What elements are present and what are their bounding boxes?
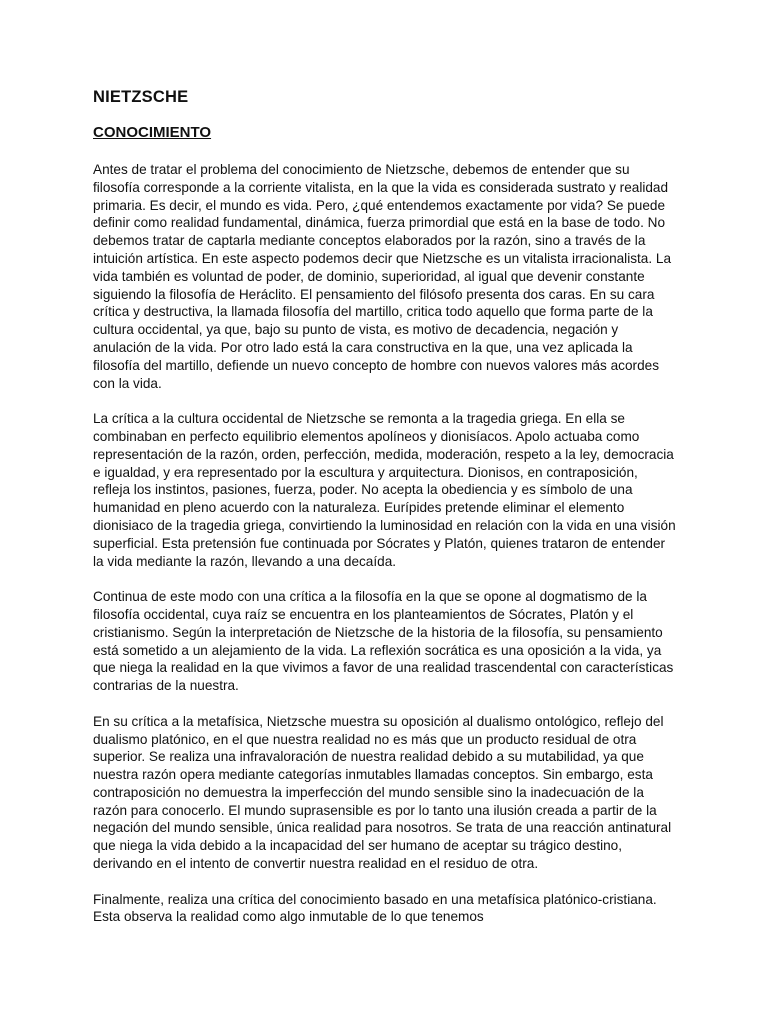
paragraph-5: Finalmente, realiza una crítica del conocimiento basado en una metafísica platónico-cristiana. Esta observa la realidad como algo inmutable de lo que tenemos (93, 891, 657, 925)
document-title: NIETZSCHE (93, 88, 189, 106)
paragraph-1: Antes de tratar el problema del conocimiento de Nietzsche, debemos de entender que su filosofía corresponde a la corriente vitalista, en la que la vida es considerada sustrato y realidad primaria. Es decir, el mundo es vida. Pero, ¿qué entendemos exactamente por vida? Se puede definir como realidad fundamental, dinámica, fuerza primordial que está en la base de todo. No debemos tratar de captarla mediante conceptos elaborados por la razón, sino a través de la intuición artística. En este aspecto podemos decir que Nietzsche es un vitalista irracionalista. La vida también es voluntad de poder, de dominio, superioridad, al igual que devenir constante siguiendo la filosofía de Heráclito. El pensamiento del filósofo presenta dos caras. En su cara crítica y destructiva, la llamada filosofía del martillo, critica todo aquello que forma parte de la cultura occidental, ya que, bajo su punto de vista, es motivo de decadencia, negación y anulación de la vida. Por otro lado está la cara constructiva en la que, una vez aplicada la filosofía del martillo, defiende un nuevo concepto de hombre con nuevos valores más acordes con la vida. (93, 162, 672, 391)
section-heading: CONOCIMIENTO (93, 124, 212, 141)
document-page (93, 86, 677, 926)
paragraph-2: La crítica a la cultura occidental de Nietzsche se remonta a la tragedia griega. En ella se combinaban en perfecto equilibrio elementos apolíneos y dionisíacos. Apolo actuaba como representación de la razón, orden, perfección, medida, moderación, respeto a la ley, democracia e igualdad, y era representado por la escultura y arquitectura. Dionisos, en contraposición, refleja los instintos, pasiones, fuerza, poder. No acepta la obediencia y es símbolo de una humanidad en pleno acuerdo con la naturaleza. Eurípides pretende eliminar el elemento dionisiaco de la tragedia griega, convirtiendo la luminosidad en relación con la vida en una visión superficial. Esta pretensión fue continuada por Sócrates y Platón, quienes trataron de entender la vida mediante la razón, llevando a una decaída. (93, 411, 676, 569)
paragraph-3: Continua de este modo con una crítica a la filosofía en la que se opone al dogmatismo de la filosofía occidental, cuya raíz se encuentra en los planteamientos de Sócrates, Platón y el cristianismo. Según la interpretación de Nietzsche de la historia de la filosofía, su pensamiento está sometido a un alejamiento de la vida. La reflexión socrática es una oposición a la vida, ya que niega la realidad en la que vivimos a favor de una realidad trascendental con características contrarias de la nuestra. (93, 589, 674, 694)
paragraph-4: En su crítica a la metafísica, Nietzsche muestra su oposición al dualismo ontológico, reflejo del dualismo platónico, en el que nuestra realidad no es más que un producto residual de otra superior. Se realiza una infravaloración de nuestra realidad debido a su mutabilidad, ya que nuestra razón opera mediante categorías inmutables llamadas conceptos. Sin embargo, esta contraposición no demuestra la imperfección del mundo sensible sino la inadecuación de la razón para conocerlo. El mundo suprasensible es por lo tanto una ilusión creada a partir de la negación del mundo sensible, única realidad para nosotros. Se trata de una reacción antinatural que niega la vida debido a la incapacidad del ser humano de aceptar su trágico destino, derivando en el intento de convertir nuestra realidad en el residuo de otra. (93, 713, 672, 872)
